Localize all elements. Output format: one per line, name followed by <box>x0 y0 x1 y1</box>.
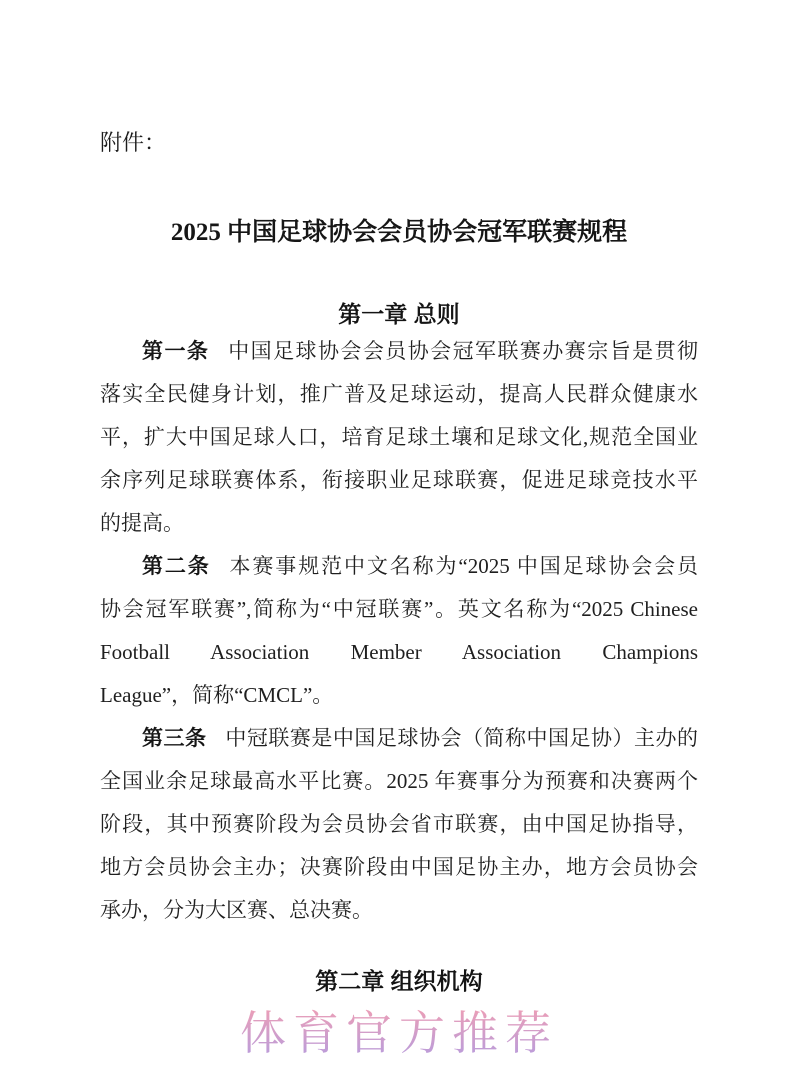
article-1-first-line: 中国足球协会会员协会冠军联赛办赛宗旨是贯彻 <box>228 339 699 363</box>
article-3-number: 第三条 <box>142 726 207 750</box>
attachment-label: 附件： <box>100 130 167 155</box>
document-body <box>100 330 698 932</box>
body-line <box>100 717 698 760</box>
article-2-first-line: 本赛事规范中文名称为“2025 中国足球协会会员 <box>229 554 698 578</box>
body-line: 的提高。 <box>100 511 184 535</box>
body-line: 落实全民健身计划，推广普及足球运动，提高人民群众健康水 <box>100 382 698 406</box>
article-3 <box>100 717 698 932</box>
body-line: 平，扩大中国足球人口，培育足球土壤和足球文化,规范全国业 <box>100 425 698 449</box>
article-2-number: 第二条 <box>142 554 211 578</box>
body-line: Football Association Member Association Champions <box>100 640 698 664</box>
body-line: 全国业余足球最高水平比赛。2025 年赛事分为预赛和决赛两个 <box>100 769 698 793</box>
body-line <box>100 330 698 373</box>
body-line: 地方会员协会主办；决赛阶段由中国足协主办，地方会员协会 <box>100 855 698 879</box>
body-line: 阶段，其中预赛阶段为会员协会省市联赛，由中国足协指导， <box>100 812 698 836</box>
article-3-first-line: 中冠联赛是中国足球协会（简称中国足协）主办的 <box>225 726 698 750</box>
article-2 <box>100 545 698 717</box>
chapter-1-heading: 第一章 总则 <box>338 301 460 327</box>
body-line: 协会冠军联赛”,简称为“中冠联赛”。英文名称为“2025 Chinese <box>100 597 698 621</box>
document-title: 2025 中国足球协会会员协会冠军联赛规程 <box>170 219 628 246</box>
chapter-2-heading: 第二章 组织机构 <box>315 968 483 994</box>
watermark: 体育官方推荐 <box>100 1005 698 1063</box>
body-line <box>100 545 698 588</box>
body-line: 余序列足球联赛体系，衔接职业足球联赛，促进足球竞技水平 <box>100 468 698 492</box>
article-1-number: 第一条 <box>142 339 210 363</box>
article-1 <box>100 330 698 545</box>
document-content <box>100 130 698 1063</box>
body-line: League”，简称“CMCL”。 <box>100 683 334 707</box>
body-line: 承办，分为大区赛、总决赛。 <box>100 898 373 922</box>
